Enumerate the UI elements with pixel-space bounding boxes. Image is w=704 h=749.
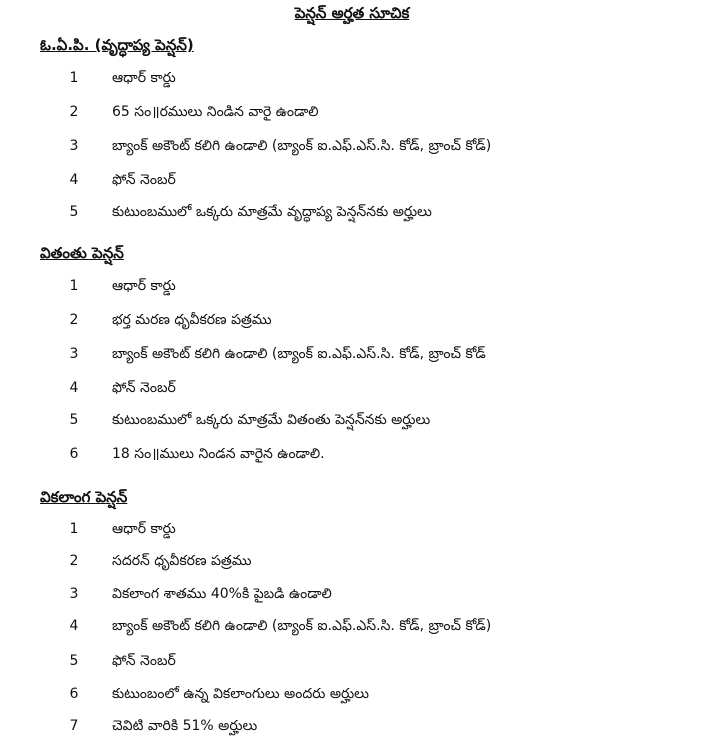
item-text: ఫోన్ నెంబర్ [112, 653, 176, 669]
section-title-disability: వికలాంగ పెన్షన్ [40, 488, 128, 506]
list-item [0, 204, 704, 226]
list-item [0, 618, 704, 640]
list-item [0, 346, 704, 368]
section-title-widow: వితంతు పెన్షన్ [40, 244, 124, 262]
item-number: 4 [69, 172, 79, 188]
item-number: 5 [69, 653, 79, 669]
item-text: సదరన్ ధృవీకరణ పత్రము [112, 553, 252, 569]
item-text: 18 సం॥ములు నిండన వారైన ఉండాలి. [112, 446, 325, 462]
item-text: భర్త మరణ ధృవీకరణ పత్రము [112, 312, 272, 328]
item-number: 1 [69, 70, 79, 86]
item-text: ఆధార్ కార్డు [112, 278, 176, 294]
item-number: 5 [69, 204, 79, 220]
item-number: 1 [69, 278, 79, 294]
list-item [0, 172, 704, 194]
list-item [0, 412, 704, 434]
item-number: 7 [69, 718, 79, 734]
item-text: బ్యాంక్ అకౌంట్ కలిగి ఉండాలి (బ్యాంక్ ఐ.ఎఫ్.ఎస్.సి. కోడ్, బ్రాంచ్ కోడ్) [112, 138, 492, 154]
item-text: బ్యాంక్ అకౌంట్ కలిగి ఉండాలి (బ్యాంక్ ఐ.ఎఫ్.ఎస్.సి. కోడ్, బ్రాంచ్ కోడ్) [112, 618, 492, 634]
item-text: బ్యాంక్ అకౌంట్ కలిగి ఉండాలి (బ్యాంక్ ఐ.ఎఫ్.ఎస్.సి. కోడ్, బ్రాంచ్ కోడ్ [112, 346, 486, 362]
item-number: 6 [69, 686, 79, 702]
item-text: 65 సం॥రములు నిండిన వారై ఉండాలి [112, 104, 319, 120]
item-number: 5 [69, 412, 79, 428]
list-item [0, 553, 704, 575]
item-number: 2 [69, 104, 79, 120]
list-item [0, 586, 704, 608]
list-item [0, 70, 704, 92]
list-item [0, 278, 704, 300]
item-number: 4 [69, 380, 79, 396]
item-text: కుటుంబంలో ఉన్న వికలాంగులు అందరు అర్హులు [112, 686, 369, 702]
item-number: 3 [69, 586, 79, 602]
item-number: 4 [69, 618, 79, 634]
item-text: ఫోన్ నెంబర్ [112, 172, 176, 188]
item-number: 3 [69, 346, 79, 362]
list-item [0, 653, 704, 675]
item-text: కుటుంబములో ఒక్కరు మాత్రమే వితంతు పెన్షన్‌నకు అర్హులు [112, 412, 431, 428]
item-number: 3 [69, 138, 79, 154]
item-text: చెవిటి వారికి 51% అర్హులు [112, 718, 258, 734]
list-item [0, 446, 704, 468]
list-item [0, 104, 704, 126]
list-item [0, 312, 704, 334]
item-number: 6 [69, 446, 79, 462]
list-item [0, 380, 704, 402]
item-number: 1 [69, 521, 79, 537]
item-text: వికలాంగ శాతము 40%కి పైబడి ఉండాలి [112, 586, 332, 602]
item-text: ఆధార్ కార్డు [112, 70, 176, 86]
item-text: ఆధార్ కార్డు [112, 521, 176, 537]
section-title-oap: ఓ.ఏ.పి. (వృద్ధాప్య పెన్షన్) [40, 36, 194, 54]
item-text: కుటుంబములో ఒక్కరు మాత్రమే వృద్ధాప్య పెన్షన్‌నకు అర్హులు [112, 204, 432, 220]
document-title: పెన్షన్ అర్హత సూచిక [294, 4, 410, 22]
list-item [0, 521, 704, 543]
item-number: 2 [69, 553, 79, 569]
list-item [0, 718, 704, 740]
item-text: ఫోన్ నెంబర్ [112, 380, 176, 396]
list-item [0, 686, 704, 708]
item-number: 2 [69, 312, 79, 328]
list-item [0, 138, 704, 160]
